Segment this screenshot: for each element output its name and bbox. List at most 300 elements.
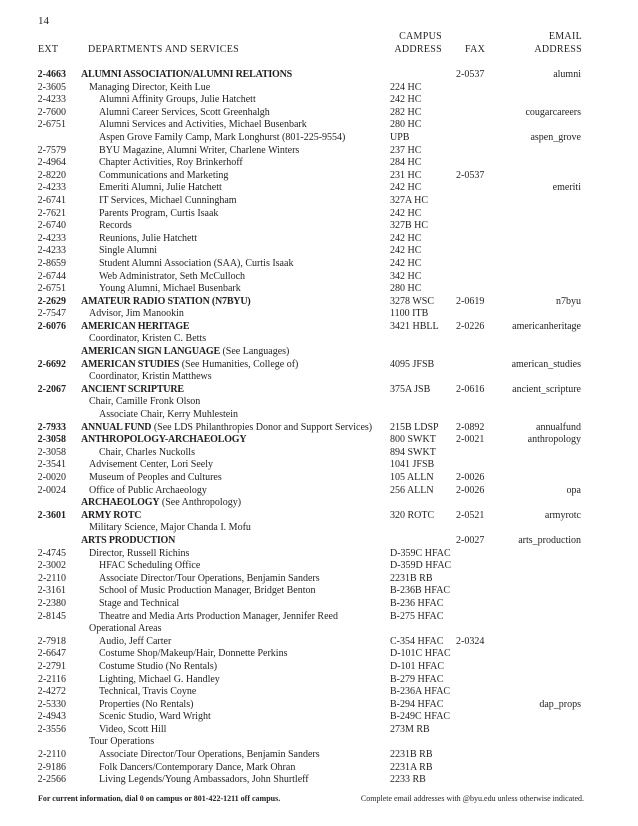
department-name (89, 333, 206, 346)
department-name-text: Director, Russell Richins (89, 547, 190, 559)
extension: 2-0020 (37, 472, 66, 483)
campus-address: 242 HC (390, 94, 422, 106)
directory-row (0, 510, 638, 523)
directory-row (0, 573, 638, 586)
campus-address: 280 HC (390, 283, 422, 295)
directory-row (0, 119, 638, 132)
extension: 2-2629 (37, 295, 66, 307)
extension: 2-0024 (37, 484, 66, 496)
extension: 2-4233 (37, 94, 66, 106)
fax-number: 2-0521 (456, 509, 485, 521)
department-name (99, 283, 241, 296)
extension: 2-4272 (37, 686, 66, 698)
directory-row (0, 396, 638, 409)
email-address: n7byu (556, 295, 581, 307)
department-name (99, 762, 295, 775)
footer-phone-note: For current information, dial 0 on campus or 801-422-1211 off campus. (38, 794, 281, 803)
extension: 2-3601 (37, 509, 66, 521)
directory-row (0, 548, 638, 561)
directory-row (0, 447, 638, 460)
department-name-text: Alumni Services and Activities, Michael Busenbark (99, 119, 307, 131)
department-name (81, 434, 246, 447)
campus-address: 242 HC (390, 207, 422, 219)
department-name (99, 157, 243, 170)
directory-row (0, 371, 638, 384)
extension: 2-3058 (37, 446, 66, 458)
campus-address: 1100 ITB (390, 308, 429, 320)
header-email-address (534, 30, 582, 56)
campus-address: 375A JSB (390, 383, 431, 395)
email-address: arts_production (518, 534, 581, 546)
campus-address: 327B HC (390, 220, 429, 232)
directory-row (0, 661, 638, 674)
campus-address: B-236A HFAC (390, 686, 451, 698)
extension: 2-4964 (37, 157, 66, 169)
directory-row (0, 598, 638, 611)
email-address: american_studies (511, 358, 581, 370)
campus-address: 2231B RB (390, 749, 433, 761)
cross-reference-note: (See Anthropology) (159, 497, 242, 509)
email-address: americanheritage (512, 320, 581, 332)
fax-number: 2-0026 (456, 484, 485, 496)
campus-address: D-101 HFAC (390, 660, 444, 672)
department-name (99, 560, 200, 573)
department-name-text: Video, Scott Hill (99, 723, 167, 735)
extension: 2-4233 (37, 232, 66, 244)
extension: 2-5330 (37, 698, 66, 710)
directory-row (0, 107, 638, 120)
directory-row (0, 535, 638, 548)
fax-number: 2-0021 (456, 434, 485, 446)
fax-number: 2-0616 (456, 383, 485, 395)
campus-address: 894 SWKT (390, 446, 436, 458)
campus-address: B-249C HFAC (390, 711, 451, 723)
department-name-text: BYU Magazine, Alumni Writer, Charlene Winters (99, 144, 300, 156)
campus-address: 4095 JFSB (390, 358, 435, 370)
directory-row (0, 321, 638, 334)
department-name (99, 208, 218, 221)
department-name-text: Single Alumni (99, 245, 158, 257)
department-name (99, 711, 211, 724)
department-name-text: AMATEUR RADIO STATION (N7BYU) (81, 295, 251, 307)
department-name-text: ANNUAL FUND (81, 421, 152, 433)
fax-number: 2-0892 (456, 421, 485, 433)
extension: 2-6741 (37, 194, 66, 206)
department-name (89, 308, 184, 321)
department-name-text: Audio, Jeff Carter (99, 635, 172, 647)
extension: 2-8145 (37, 610, 66, 622)
department-name (81, 422, 372, 435)
department-name (99, 220, 132, 233)
header-campus-line1: CAMPUS (399, 31, 442, 42)
fax-number: 2-0324 (456, 635, 485, 647)
directory-row (0, 434, 638, 447)
department-name-text: Advisement Center, Lori Seely (89, 459, 214, 471)
directory-row (0, 736, 638, 749)
campus-address: 215B LDSP (390, 421, 439, 433)
campus-address: 342 HC (390, 270, 422, 282)
extension: 2-2116 (38, 673, 66, 685)
department-name (81, 510, 141, 523)
department-name-text: Young Alumni, Michael Busenbark (99, 283, 241, 295)
department-name (99, 598, 179, 611)
extension: 2-6647 (37, 648, 66, 660)
fax-number: 2-0537 (456, 69, 485, 80)
extension: 2-7621 (37, 207, 66, 219)
department-name (99, 107, 270, 120)
department-name (99, 271, 245, 284)
department-name (89, 459, 213, 472)
directory-row (0, 711, 638, 724)
directory-row (0, 69, 638, 82)
department-name-text: Properties (No Rentals) (99, 698, 194, 710)
department-name-text: AMERICAN SIGN LANGUAGE (81, 346, 220, 358)
fax-number: 2-0026 (456, 472, 485, 483)
department-name (99, 636, 171, 649)
campus-address: 242 HC (390, 257, 422, 269)
directory-row (0, 308, 638, 321)
campus-address: D-101C HFAC (390, 648, 451, 660)
fax-number: 2-0619 (456, 295, 485, 307)
header-fax: FAX (465, 44, 486, 55)
campus-address: 1041 JFSB (390, 459, 435, 471)
department-name-text: ARCHAEOLOGY (81, 497, 160, 509)
email-address: dap_props (539, 698, 581, 710)
department-name (99, 661, 217, 674)
department-name-text: Associate Director/Tour Operations, Benjamin Sanders (99, 572, 320, 584)
department-name (99, 94, 256, 107)
department-name-text: Associate Director/Tour Operations, Benjamin Sanders (99, 749, 320, 761)
department-name (89, 485, 207, 498)
cross-reference-note: (See LDS Philanthropies Donor and Support Services) (151, 421, 373, 433)
campus-address: 2231A RB (390, 761, 433, 773)
department-name (89, 548, 189, 561)
header-campus-line2: ADDRESS (394, 44, 442, 55)
campus-address: 273M RB (390, 723, 430, 735)
department-name (89, 472, 222, 485)
directory-row (0, 359, 638, 372)
directory-row (0, 145, 638, 158)
campus-address: 242 HC (390, 245, 422, 257)
page-number: 14 (38, 15, 49, 27)
department-name-text: Alumni Affinity Groups, Julie Hatchett (99, 94, 256, 106)
fax-number: 2-0027 (456, 534, 485, 546)
extension: 2-7918 (37, 635, 66, 647)
extension: 2-2566 (37, 774, 66, 786)
department-name-text: Stage and Technical (99, 597, 180, 609)
email-address: aspen_grove (530, 131, 581, 143)
department-name-text: Chair, Charles Nuckolls (99, 446, 195, 458)
directory-row (0, 132, 638, 145)
directory-row (0, 560, 638, 573)
department-name-text: Chair, Camille Fronk Olson (89, 396, 201, 408)
directory-row (0, 170, 638, 183)
extension: 2-2791 (37, 660, 66, 672)
directory-row (0, 296, 638, 309)
department-name (81, 384, 184, 397)
department-name-text: Emeriti Alumni, Julie Hatchett (99, 182, 222, 194)
department-name-text: Aspen Grove Family Camp, Mark Longhurst (801-225-9554) (99, 131, 346, 143)
campus-address: B-275 HFAC (390, 610, 444, 622)
campus-address: B-279 HFAC (390, 673, 444, 685)
directory-row (0, 82, 638, 95)
email-address: armyrotc (544, 509, 581, 521)
department-name (99, 447, 195, 460)
directory-row (0, 749, 638, 762)
extension: 2-9186 (37, 761, 66, 773)
department-name (81, 346, 289, 359)
department-name-text: Web Administrator, Seth McCulloch (99, 270, 246, 282)
directory-row (0, 182, 638, 195)
extension: 2-4663 (37, 69, 66, 80)
campus-address: 320 ROTC (390, 509, 435, 521)
department-name-text: Chapter Activities, Roy Brinkerhoff (99, 157, 243, 169)
department-name-text: Military Science, Major Chanda I. Mofu (89, 522, 251, 534)
campus-address: C-354 HFAC (390, 635, 444, 647)
directory-row (0, 384, 638, 397)
campus-address: 327A HC (390, 194, 429, 206)
department-name-text: Managing Director, Keith Lue (89, 81, 211, 93)
directory-row (0, 271, 638, 284)
department-name (89, 623, 161, 636)
header-ext: EXT (38, 44, 59, 55)
department-name (99, 132, 345, 145)
department-name-text: Alumni Career Services, Scott Greenhalgh (99, 106, 270, 118)
department-name (89, 396, 200, 409)
department-name (99, 774, 309, 787)
directory-row (0, 699, 638, 712)
campus-address: 231 HC (390, 169, 422, 181)
department-name-text: ARMY ROTC (81, 509, 142, 521)
email-address: alumni (553, 69, 581, 80)
extension: 2-7547 (37, 308, 66, 320)
header-departments: DEPARTMENTS AND SERVICES (88, 44, 240, 55)
extension: 2-8220 (37, 169, 66, 181)
directory-row (0, 195, 638, 208)
email-address: cougarcareers (525, 106, 581, 118)
campus-address: 242 HC (390, 232, 422, 244)
extension: 2-3541 (37, 459, 66, 471)
extension: 2-6692 (37, 358, 66, 370)
directory-row (0, 674, 638, 687)
department-name (99, 648, 287, 661)
extension: 2-4233 (37, 245, 66, 257)
department-name (99, 699, 193, 712)
department-name-text: Student Alumni Association (SAA), Curtis Isaak (99, 257, 294, 269)
extension: 2-4745 (37, 547, 66, 559)
extension: 2-7933 (37, 421, 66, 433)
directory-row (0, 157, 638, 170)
directory-row (0, 333, 638, 346)
department-name-text: ALUMNI ASSOCIATION/ALUMNI RELATIONS (81, 69, 292, 80)
directory-row (0, 346, 638, 359)
department-name-text: Museum of Peoples and Cultures (89, 472, 222, 483)
directory-row (0, 94, 638, 107)
department-name (81, 535, 175, 548)
department-name-text: ARTS PRODUCTION (81, 534, 176, 546)
department-name (99, 245, 157, 258)
campus-address: B-236B HFAC (390, 585, 451, 597)
department-name (99, 182, 222, 195)
department-name (99, 258, 293, 271)
department-name-text: Associate Chair, Kerry Muhlestein (99, 409, 239, 421)
directory-row (0, 497, 638, 510)
campus-address: B-236 HFAC (390, 597, 444, 609)
department-name-text: HFAC Scheduling Office (99, 560, 201, 572)
campus-address: 280 HC (390, 119, 422, 131)
header-campus-address (390, 30, 442, 56)
extension: 2-6744 (37, 270, 66, 282)
department-name (99, 170, 228, 183)
campus-address: 2233 RB (390, 774, 426, 786)
directory-row (0, 774, 638, 787)
campus-address: 3421 HBLL (390, 320, 439, 332)
campus-address: 256 ALLN (390, 484, 434, 496)
extension: 2-6751 (37, 119, 66, 131)
directory-row (0, 648, 638, 661)
directory-row (0, 623, 638, 636)
directory-row (0, 611, 638, 624)
campus-address: 105 ALLN (390, 472, 434, 483)
department-name-text: ANTHROPOLOGY-ARCHAEOLOGY (81, 434, 247, 446)
department-name (99, 145, 299, 158)
department-name-text: Coordinator, Kristen C. Betts (89, 333, 207, 345)
department-name-text: Living Legends/Young Ambassadors, John Shurtleff (99, 774, 309, 786)
campus-address: UPB (390, 131, 410, 143)
email-address: ancient_scripture (512, 383, 581, 395)
fax-number: 2-0226 (456, 320, 485, 332)
extension: 2-7579 (37, 144, 66, 156)
extension: 2-3002 (37, 560, 66, 572)
department-name-text: IT Services, Michael Cunningham (99, 194, 237, 206)
campus-address: 2231B RB (390, 572, 433, 584)
extension: 2-2380 (37, 597, 66, 609)
email-address: emeriti (552, 182, 581, 194)
department-name-text: AMERICAN HERITAGE (81, 320, 190, 332)
department-name-text: Costume Studio (No Rentals) (99, 660, 218, 672)
extension: 2-3605 (37, 81, 66, 93)
campus-address: 237 HC (390, 144, 422, 156)
department-name (89, 371, 212, 384)
department-name-text: School of Music Production Manager, Bridget Benton (99, 585, 316, 597)
department-name-text: Lighting, Michael G. Handley (99, 673, 220, 685)
department-name-text: Records (99, 220, 132, 232)
department-name-text: Operational Areas (89, 623, 162, 635)
directory-row (0, 585, 638, 598)
department-name (99, 611, 338, 624)
header-email-line2: ADDRESS (534, 44, 582, 55)
extension: 2-6751 (37, 283, 66, 295)
extension: 2-3161 (37, 585, 66, 597)
directory-row (0, 233, 638, 246)
department-name-text: AMERICAN STUDIES (81, 358, 180, 370)
department-name (89, 736, 154, 749)
department-name-text: Reunions, Julie Hatchett (99, 232, 198, 244)
department-name (99, 686, 196, 699)
campus-address: 3278 WSC (390, 295, 434, 307)
extension: 2-7600 (37, 106, 66, 118)
department-name (99, 195, 237, 208)
email-address: opa (566, 484, 581, 496)
department-name (81, 321, 189, 334)
extension: 2-3058 (37, 434, 66, 446)
department-name (81, 359, 298, 372)
cross-reference-note: (See Humanities, College of) (179, 358, 299, 370)
directory-row (0, 459, 638, 472)
department-name (99, 573, 320, 586)
department-name-text: Scenic Studio, Ward Wright (99, 711, 211, 723)
directory-row (0, 522, 638, 535)
department-name-text: Parents Program, Curtis Isaak (99, 207, 219, 219)
department-name (89, 522, 251, 535)
department-name-text: Theatre and Media Arts Production Manager, Jennifer Reed (99, 610, 338, 622)
department-name-text: Costume Shop/Makeup/Hair, Donnette Perkins (99, 648, 288, 660)
campus-address: B-294 HFAC (390, 698, 444, 710)
directory-row (0, 220, 638, 233)
directory-list (0, 69, 638, 787)
department-name (99, 409, 238, 422)
extension: 2-8659 (37, 257, 66, 269)
department-name (99, 585, 316, 598)
department-name (89, 82, 210, 95)
extension: 2-2067 (37, 383, 66, 395)
department-name-text: Office of Public Archaeology (89, 484, 207, 496)
directory-row (0, 485, 638, 498)
extension: 2-4233 (37, 182, 66, 194)
fax-number: 2-0537 (456, 169, 485, 181)
campus-address: 800 SWKT (390, 434, 436, 446)
directory-row (0, 724, 638, 737)
cross-reference-note: (See Languages) (219, 346, 290, 358)
department-name (99, 674, 220, 687)
directory-row (0, 208, 638, 221)
department-name (81, 296, 250, 309)
department-name (81, 497, 241, 510)
email-address: annualfund (536, 421, 581, 433)
department-name (99, 724, 166, 737)
department-name-text: Communications and Marketing (99, 169, 229, 181)
directory-row (0, 422, 638, 435)
department-name-text: Tour Operations (89, 736, 155, 748)
directory-row (0, 409, 638, 422)
extension: 2-6076 (37, 320, 66, 332)
department-name (99, 749, 320, 762)
department-name-text: Advisor, Jim Manookin (89, 308, 184, 320)
campus-address: D-359D HFAC (390, 560, 452, 572)
department-name-text: Folk Dancers/Contemporary Dance, Mark Ohran (99, 761, 296, 773)
department-name-text: ANCIENT SCRIPTURE (81, 383, 184, 395)
directory-row (0, 686, 638, 699)
campus-address: 282 HC (390, 106, 422, 118)
department-name (99, 119, 307, 132)
directory-row (0, 636, 638, 649)
extension: 2-4943 (37, 711, 66, 723)
campus-address: 224 HC (390, 81, 422, 93)
department-name (81, 69, 292, 82)
department-name (99, 233, 197, 246)
email-address: anthropology (527, 434, 581, 446)
directory-row (0, 283, 638, 296)
extension: 2-6740 (37, 220, 66, 232)
footer-email-note: Complete email addresses with @byu.edu unless otherwise indicated. (360, 794, 584, 803)
extension: 2-2110 (38, 749, 66, 761)
directory-row (0, 472, 638, 485)
extension: 2-2110 (38, 572, 66, 584)
department-name-text: Technical, Travis Coyne (99, 686, 197, 698)
campus-address: 284 HC (390, 157, 422, 169)
campus-address: 242 HC (390, 182, 422, 194)
directory-row (0, 258, 638, 271)
